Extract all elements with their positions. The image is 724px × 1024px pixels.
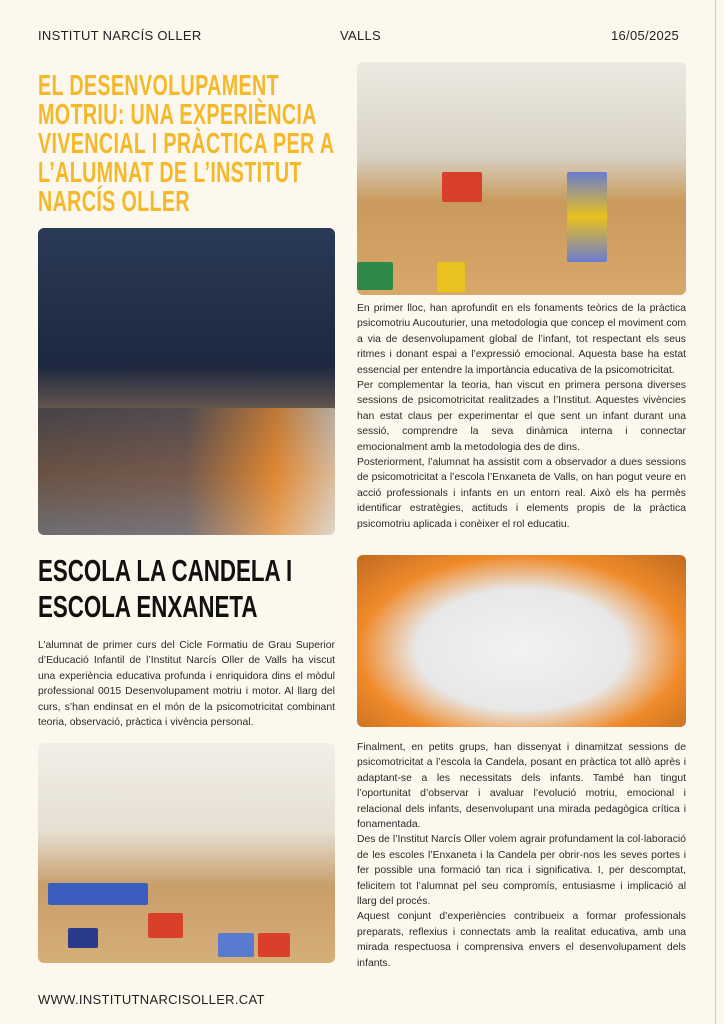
- title-line: NARCÍS OLLER: [38, 186, 190, 218]
- title-line: VIVENCIAL I PRÀCTICA PER A: [38, 128, 335, 160]
- photo-gym-blocks-activity: [357, 62, 686, 295]
- article-body-bottom: [357, 740, 686, 971]
- paragraph: Per complementar la teoria, han viscut en primera persona diverses sessions de psicomotricitat realitzades a l’Institut. Aquestes vivències han estat claus per experimentar el que sent un infant durant una sessió, comprendre la seva dinàmica interna i connectar emocionalment amb la metodologia des de dins.: [357, 380, 686, 453]
- title-line: EL DESENVOLUPAMENT: [38, 70, 279, 102]
- header-school: INSTITUT NARCÍS OLLER: [38, 28, 202, 43]
- article-title: [38, 70, 335, 218]
- paragraph: En primer lloc, han aprofundit en els fonaments teòrics de la pràctica psicomotriu Aucouturier, una metodologia que concep el moviment com a via de desenvolupament global de l’infant, tot respectant els seus ritmes i donant espai a l’expressió emocional. Aquesta base ha estat essencial per entendre la importància educativa de la psicomotricitat.: [357, 303, 686, 376]
- paragraph: Posteriorment, l’alumnat ha assistit com a observador a dues sessions de psicomotricitat a l’escola l’Enxaneta de Valls, on han pogut veure en acció professionals i infants en un entorn real. Això els ha permès identificar estratègies, actituds i elements propis de la pràctica psicomotriu aplicada i conèixer el rol educatiu.: [357, 457, 686, 530]
- paragraph: Des de l’Institut Narcís Oller volem agrair profundament la col·laboració de les escoles l’Enxaneta i la Candela per obrir-nos les seves portes i fer possible una formació tan rica i significativa. I, per descomptat, felicitem tot l’alumnat pel seu compromís, entusiasme i implicació al llarg del procés.: [357, 834, 686, 908]
- footer-website-link[interactable]: WWW.INSTITUTNARCISOLLER.CAT: [38, 992, 265, 1007]
- title-line: L’ALUMNAT DE L’INSTITUT: [38, 157, 302, 189]
- paragraph: L’alumnat de primer curs del Cicle Formatiu de Grau Superior d’Educació Infantil de l’Institut Narcís Oller de Valls ha viscut una experiència educativa profunda i enriquidora dins el mòdul professional 0015 Desenvolupament motriu i motor. Al llarg del curs, s’han endinsat en el món de la psicomotricitat combinant teoria, observació, pràctica i vivència personal.: [38, 640, 335, 729]
- section-heading: [38, 553, 340, 625]
- heading-line: ESCOLA ENXANETA: [38, 589, 258, 624]
- article-intro: [38, 638, 335, 730]
- heading-line: ESCOLA LA CANDELA I: [38, 553, 293, 588]
- title-line: MOTRIU: UNA EXPERIÈNCIA: [38, 99, 317, 131]
- paragraph: Aquest conjunt d’experiències contribueix a formar professionals preparats, reflexius i connectats amb la realitat educativa, amb una mirada respectuosa i comprensiva envers el desenvolupament dels infants.: [357, 911, 686, 969]
- header-town: VALLS: [340, 28, 382, 43]
- photo-students-watching-session: [38, 228, 335, 535]
- article-body-top: [357, 301, 686, 532]
- page-border: [715, 0, 716, 1024]
- header-date: 16/05/2025: [611, 28, 680, 43]
- paragraph: Finalment, en petits grups, han dissenyat i dinamitzat sessions de psicomotricitat a l’escola la Candela, posant en pràctica tot allò après i adaptant-se a les necessitats dels infants. També han tingut l’oportunitat d’observar i avaluar l’evolució motriu, emocional i relacional dels infants, desenvolupant una mirada pedagògica crítica i fonamentada.: [357, 742, 686, 831]
- photo-psychomotor-room: [38, 743, 335, 963]
- photo-children-drawing-circle: [357, 555, 686, 727]
